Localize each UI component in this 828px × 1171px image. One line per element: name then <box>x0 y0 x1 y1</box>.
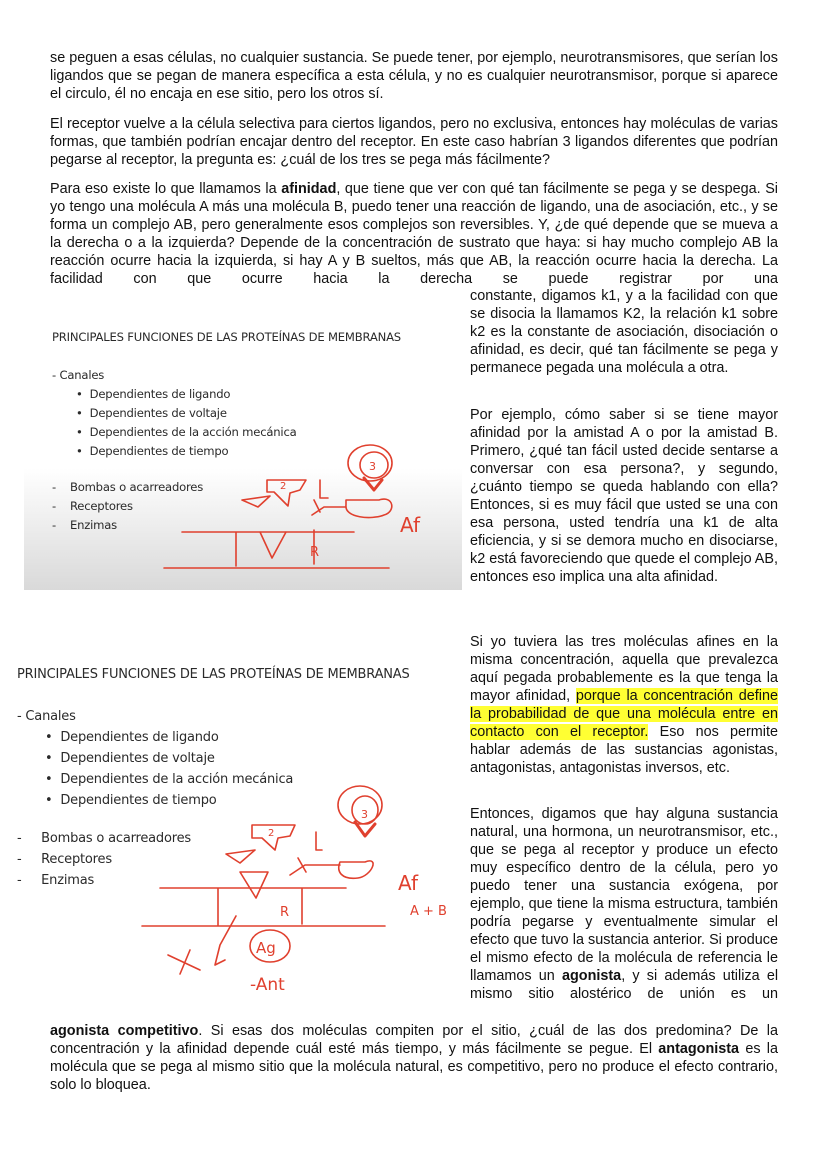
slide-bullet: • Dependientes de la acción mecánica <box>76 425 297 439</box>
slide-item: - Receptores <box>52 499 133 513</box>
text: . Si esas dos moléculas compiten por el sitio, ¿cuál de las dos predomina? De la concentración y la afinidad depende cuál esté más tiempo, y más fácilmente se pegue. El <box>50 1023 778 1057</box>
paragraph-concentration <box>470 633 778 777</box>
bold-term-agonista-competitivo: agonista competitivo <box>50 1023 199 1039</box>
bold-term-agonista: agonista <box>562 968 622 984</box>
paragraph-receptor: El receptor vuelve a la célula selectiva para ciertos ligandos, pero no exclusiva, entonces hay moléculas de varias formas, que también podrían encajar dentro del receptor. En este caso habrían 3 ligandos diferentes que podrían pegarse al receptor, la pregunta es: ¿cuál de los tres se pega más fácilmente? <box>50 116 778 168</box>
bold-term-afinidad: afinidad <box>281 181 337 197</box>
svg-text:2: 2 <box>280 481 287 492</box>
slide-bullet: • Dependientes de la acción mecánica <box>45 772 294 787</box>
slide-item-canales: - Canales <box>52 368 105 382</box>
svg-text:3: 3 <box>369 460 376 473</box>
text: , que tiene que ver con qué tan fácilmente se pega y se despega. Si yo tengo una molécula A más una molécula B, puedo tener una reacción de ligando, una de asociación, etc., y se forma un complejo AB, pero generalmente esos complejos son reversibles. Y, ¿de qué depende que se mueva a la derecha o a la izquierda? Depende de la concentración de sustrato que haya: si hay mucho complejo AB la reacción ocurre hacia la izquierda, si hay A y B sueltos, más que AB, la reacción ocurre hacia la derecha. La facilidad con que ocurre hacia la derecha se puede registrar por una <box>50 181 779 287</box>
slide-bullet: • Dependientes de voltaje <box>45 751 215 766</box>
svg-text:Af: Af <box>398 871 419 895</box>
svg-text:R: R <box>310 545 320 560</box>
svg-text:A + B: A + B <box>410 904 447 919</box>
text: Eso nos permite hablar además de las sustancias agonistas, antagonistas, antagonistas inversos, etc. <box>470 724 778 776</box>
slide-item: - Receptores <box>17 852 112 867</box>
slide-title: PRINCIPALES FUNCIONES DE LAS PROTEÍNAS DE MEMBRANAS <box>17 667 410 682</box>
text: Entonces, digamos que hay alguna sustancia natural, una hormona, un neurotransmisor, etc., que se pega al receptor y produce un efecto muy específico dentro de la célula, pero yo puedo tener una sustancia exógena, por ejemplo, que tiene la misma estructura, también podría pegarse y eventualmente simular el efecto que tuvo la sustancia anterior. Si produce el mismo efecto de la molécula de referencia le llamamos un <box>470 806 778 984</box>
svg-text:R: R <box>280 905 290 920</box>
paragraph-agonist <box>470 805 778 1003</box>
slide-bullet: • Dependientes de tiempo <box>76 444 229 458</box>
paragraph-affinity <box>50 180 778 288</box>
slide-image-1 <box>24 300 462 590</box>
text: Para eso existe lo que llamamos la <box>50 181 282 197</box>
slide-bullet: • Dependientes de ligando <box>76 387 231 401</box>
slide-bullet: • Dependientes de ligando <box>45 730 219 745</box>
text: es la molécula que se pega al mismo sitio que la molécula natural, es competitivo, pero no produce el efecto contrario, solo lo bloquea. <box>50 1041 778 1093</box>
svg-text:-Ant: -Ant <box>250 975 285 995</box>
slide-bullet: • Dependientes de voltaje <box>76 406 227 420</box>
slide-bullet: • Dependientes de tiempo <box>45 793 217 808</box>
svg-text:Ag: Ag <box>256 939 276 957</box>
text: Si yo tuviera las tres moléculas afines en la misma concentración, aquella que prevalezca aquí pegada probablemente es la que tenga la mayor afinidad, <box>470 634 778 704</box>
slide-item: - Bombas o acarreadores <box>52 480 204 494</box>
paragraph-example: Por ejemplo, cómo saber si se tiene mayor afinidad por la amistad A o por la amistad B. Primero, ¿qué tan fácil usted decide sentarse a conversar con esa persona?, y segundo, ¿cuánto tiempo se queda hablando con ella? Entonces, si es muy fácil que usted se una con esa persona, usted tendría una k1 de alta eficiencia, y si se demora mucho en disociarse, k2 está favoreciendo que quede el complejo AB, entonces eso implica una alta afinidad. <box>470 407 779 585</box>
slide-item: - Bombas o acarreadores <box>17 831 191 846</box>
slide-title: PRINCIPALES FUNCIONES DE LAS PROTEÍNAS DE MEMBRANAS <box>52 330 401 344</box>
slide-item: - Enzimas <box>52 518 117 532</box>
bold-term-antagonista: antagonista <box>658 1041 740 1057</box>
paragraph-ligands: se peguen a esas células, no cualquier sustancia. Se puede tener, por ejemplo, neurotransmisores, que serían los ligandos que se pegan de manera específica a esta célula, y no es cualquier neurotransmisor, porque si aparece el circulo, él no encaja en ese sitio, pero los otros sí. <box>50 50 778 102</box>
paragraph-affinity-continued: constante, digamos k1, y a la facilidad con que se disocia la llamamos K2, la relación k1 sobre k2 es la constante de asociación, disociación o afinidad, es decir, qué tan fácilmente se pega y permanece pegada una molécula a otra. <box>470 288 778 376</box>
slide-item-canales: - Canales <box>17 709 76 724</box>
svg-text:2: 2 <box>268 828 275 839</box>
agonist-drawing <box>0 650 462 1020</box>
text: , y si además utiliza el mismo sitio alostérico de unión es un <box>470 968 779 1002</box>
slide-image-2 <box>0 650 462 1020</box>
slide-item: - Enzimas <box>17 873 95 888</box>
receptor-drawing <box>24 300 462 590</box>
svg-text:3: 3 <box>361 808 368 821</box>
svg-text:Af: Af <box>400 513 421 537</box>
highlighted-text: porque la concentración define la probabilidad de que una molécula entre en contacto con el receptor. <box>470 688 778 740</box>
paragraph-antagonist <box>50 1022 778 1094</box>
